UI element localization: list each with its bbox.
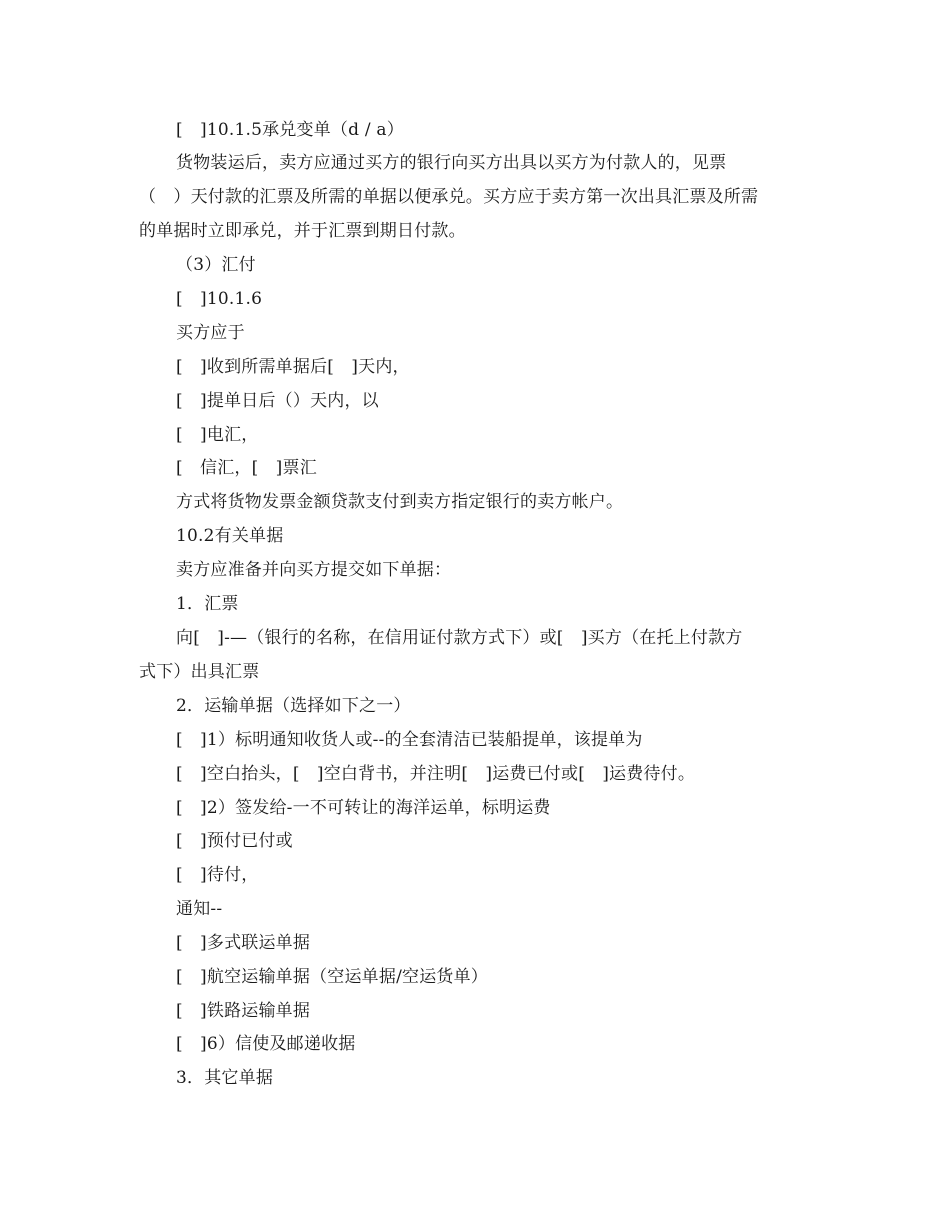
list-item-heading: 1．汇票 bbox=[176, 594, 239, 614]
list-item-heading: 3．其它单据 bbox=[176, 1068, 274, 1088]
paragraph-line: （ ）天付款的汇票及所需的单据以便承兑。买方应于卖方第一次出具汇票及所需 bbox=[139, 187, 759, 207]
option-line: [ ]电汇， bbox=[176, 425, 259, 445]
paragraph-line: 式下）出具汇票 bbox=[139, 662, 260, 682]
option-line: [ ]2）签发给-一不可转让的海洋运单，标明运费 bbox=[176, 798, 551, 818]
paragraph-line: 买方应于 bbox=[176, 323, 245, 343]
option-line: [ ]提单日后（）天内，以 bbox=[176, 391, 379, 411]
section-heading-remittance: （3）汇付 bbox=[176, 255, 256, 275]
option-line: [ 信汇，[ ]票汇 bbox=[176, 458, 317, 478]
paragraph-line: 货物装运后，卖方应通过买方的银行向买方出具以买方为付款人的，见票 bbox=[176, 153, 727, 173]
option-line: [ ]收到所需单据后[ ]天内， bbox=[176, 357, 410, 377]
option-line: [ ]航空运输单据（空运单据/空运货单） bbox=[176, 967, 488, 987]
option-line: [ ]多式联运单据 bbox=[176, 933, 311, 953]
paragraph-line: 卖方应准备并向买方提交如下单据： bbox=[176, 560, 452, 580]
paragraph-line: 的单据时立即承兑，并于汇票到期日付款。 bbox=[139, 221, 466, 241]
option-line: [ ]空白抬头，[ ]空白背书，并注明[ ]运费已付或[ ]运费待付。 bbox=[176, 764, 696, 784]
paragraph-line: 通知-- bbox=[176, 899, 223, 919]
list-item-heading: 2．运输单据（选择如下之一） bbox=[176, 696, 411, 716]
option-line: [ ]预付已付或 bbox=[176, 831, 293, 851]
option-line: [ ]1）标明通知收货人或--的全套清洁已装船提单，该提单为 bbox=[176, 730, 643, 750]
clause-10-1-5-heading: [ ]10.1.5承兑变单（d / a） bbox=[176, 120, 404, 140]
clause-10-1-6-heading: [ ]10.1.6 bbox=[176, 289, 263, 309]
option-line: [ ]待付， bbox=[176, 865, 259, 885]
option-line: [ ]6）信使及邮递收据 bbox=[176, 1034, 356, 1054]
section-heading-documents: 10.2有关单据 bbox=[176, 526, 284, 546]
paragraph-line: 方式将货物发票金额贷款支付到卖方指定银行的卖方帐户。 bbox=[176, 492, 624, 512]
paragraph-line: 向[ ]-—（银行的名称，在信用证付款方式下）或[ ]买方（在托上付款方 bbox=[176, 628, 743, 648]
option-line: [ ]铁路运输单据 bbox=[176, 1001, 311, 1021]
